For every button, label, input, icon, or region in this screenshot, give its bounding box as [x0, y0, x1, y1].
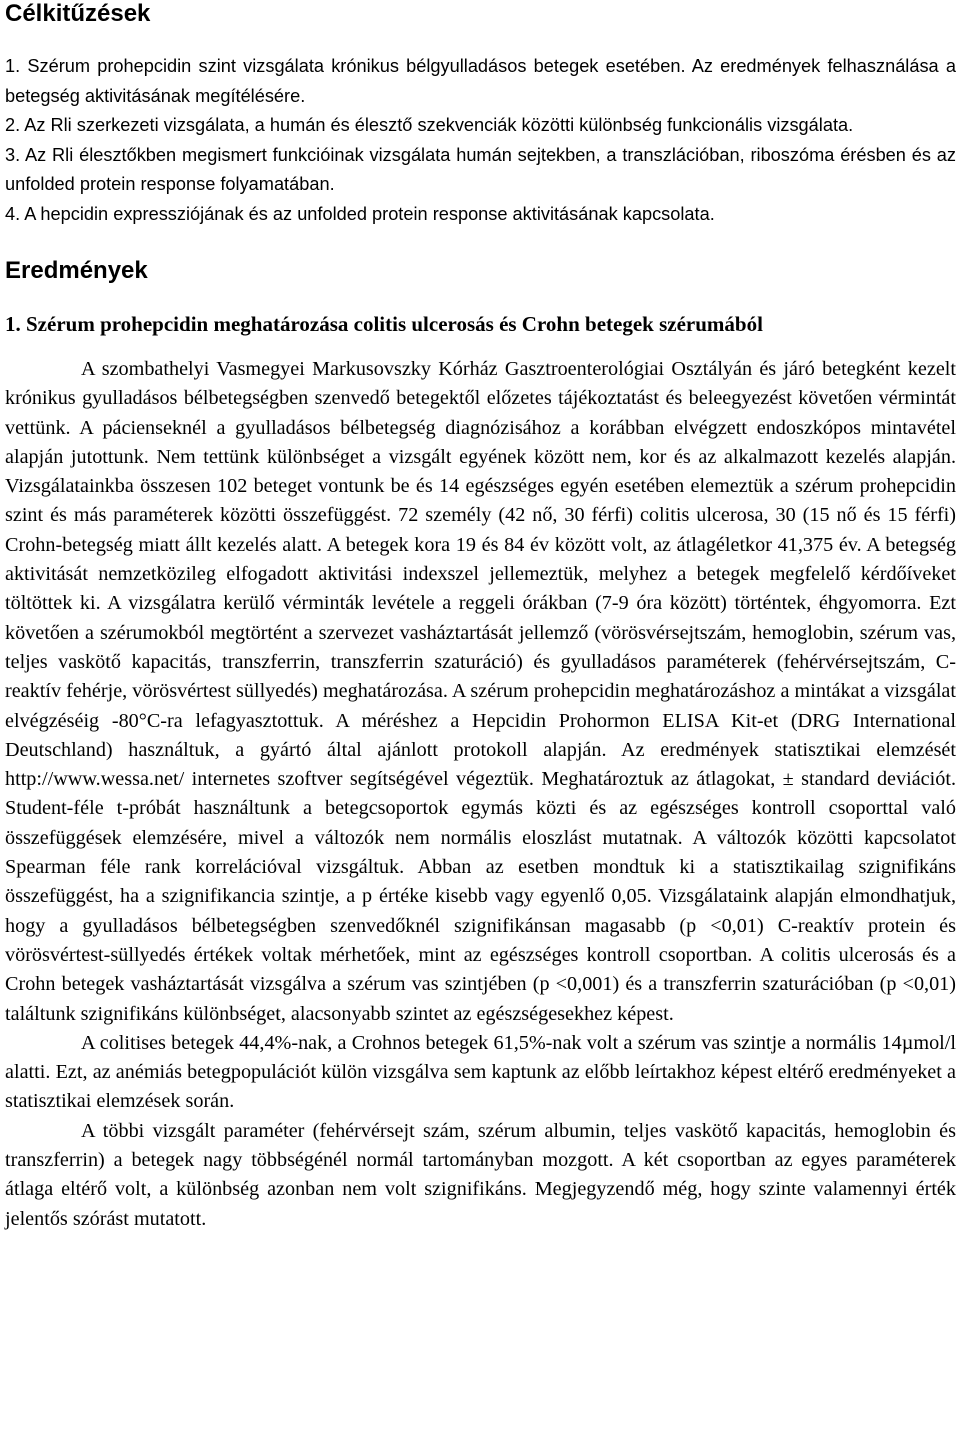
results-paragraph-2: A colitises betegek 44,4%-nak, a Crohnos betegek 61,5%-nak volt a szérum vas szintje a normális 14µmol/l alatti. Ezt, az anémiás betegpopulációt külön vizsgálva sem kaptunk az előbb leírtakhoz képest eltérő eredményeket a statisztikai elemzések során. [5, 1031, 956, 1113]
objective-item-3: 3. Az Rli élesztőkben megismert funkcióinak vizsgálata humán sejtekben, a transzlációban, riboszóma érésben és az unfolded protein response folyamatában. [5, 144, 956, 194]
results-paragraph-3: A többi vizsgált paraméter (fehérvérsejt szám, szérum albumin, teljes vaskötő kapacitás, hemoglobin és transzferrin) a betegek nagy többségénél normál tartományban mozgott. A két csoportban az egyes paraméterek átlaga eltérő volt, a különbség azonban nem volt szignifikáns. Megjegyzendő még, hogy szinte valamennyi érték jelentős szórást mutatott. [5, 1119, 956, 1230]
results-heading: Eredmények [5, 257, 148, 284]
objective-item-1: 1. Szérum prohepcidin szint vizsgálata krónikus bélgyulladásos betegek esetében. Az eredmények felhasználása a betegség aktivitásának megítélésére. [5, 56, 956, 106]
results-paragraph-1: A szombathelyi Vasmegyei Markusovszky Kórház Gasztroenterológiai Osztályán és járó betegként kezelt krónikus gyulladásos bélbetegségben szenvedő betegektől előzetes tájékoztatást és beleegyezést követően vérmintát vettünk. A pácienseknél a gyulladásos bélbetegség diagnózisához a korábban elvégzett endoszkópos mintavétel alapján jutottunk. Nem tettünk különbséget a vizsgált egyének között nem, kor és az alkalmazott kezelés alapján. Vizsgálatainkba összesen 102 beteget vontunk be és 14 egészséges egyén esetében elemeztük a szérum prohepcidin szint és más paraméterek közötti összefüggést. 72 személy (42 nő, 30 férfi) colitis ulcerosa, 30 (15 nő és 15 férfi) Crohn-betegség miatt állt kezelés alatt. A betegek kora 19 és 84 év között volt, az átlagéletkor 41,375 év. A betegség aktivitását nemzetközileg elfogadott aktivitási indexszel jellemeztük, melyhez a betegek megfelelő kérdőíveket töltöttek ki. A vizsgálatra kerülő vérminták levétele a reggeli órákban (7-9 óra között) történtek, éhgyomorra. Ezt követően a szérumokból megtörtént a szervezet vasháztartását jellemző (vörösvérsejtszám, hemoglobin, szérum vas, teljes vaskötő kapacitás, transzferrin, transzferrin szaturáció) és gyulladásos paraméterek (fehérvérsejtszám, C-reaktív fehérje, vörösvértest süllyedés) meghatározása. A szérum prohepcidin meghatározáshoz a mintákat a vizsgálat elvégzéséig -80°C-ra lefagyasztottuk. A méréshez a Hepcidin Prohormon ELISA Kit-et (DRG International Deutschland) használtuk, a gyártó által ajánlott protokoll alapján. Az eredmények statisztikai elemzését http://www.wessa.net/ internetes szoftver segítségével végeztük. Meghatároztuk az átlagokat, ± standard deviációt. Student-féle t-próbát használtunk a betegcsoportok egymás közti és az egészséges kontroll csoporttal való összefüggések elemzésére, mivel a változók nem normális eloszlást mutatnak. A változók közötti kapcsolatot Spearman féle rank korrelációval vizsgáltuk. Abban az esetben mondtuk ki a statisztikailag szignifikáns összefüggést, ha a szignifikancia szintje, a p értéke kisebb vagy egyenlő 0,05. Vizsgálataink alapján elmondhatjuk, hogy a gyulladásos bélbetegségben szenvedőknél szignifikánsan magasabb (p <0,01) C-reaktív protein és vörösvértest-süllyedés értékek voltak mérhetőek, mint az egészséges kontroll csoportban. A colitis ulcerosás és a Crohn betegek vasháztartását vizsgálva a szérum vas szintjében (p <0,001) és a transzferrin szaturációban (p <0,01) találtunk szignifikáns különbséget, alacsonyabb szintet az egészségesekhez képest. [5, 358, 956, 1025]
section-1-title: 1. Szérum prohepcidin meghatározása colitis ulcerosás és Crohn betegek szérumából [5, 312, 763, 336]
objective-item-2: 2. Az Rli szerkezeti vizsgálata, a humán és élesztő szekvenciák közötti különbség funkcionális vizsgálata. [5, 115, 854, 135]
objective-item-4: 4. A hepcidin expressziójának és az unfolded protein response aktivitásának kapcsolata. [5, 203, 715, 224]
objectives-heading: Célkitűzések [5, 0, 151, 27]
objectives-list [5, 52, 956, 229]
